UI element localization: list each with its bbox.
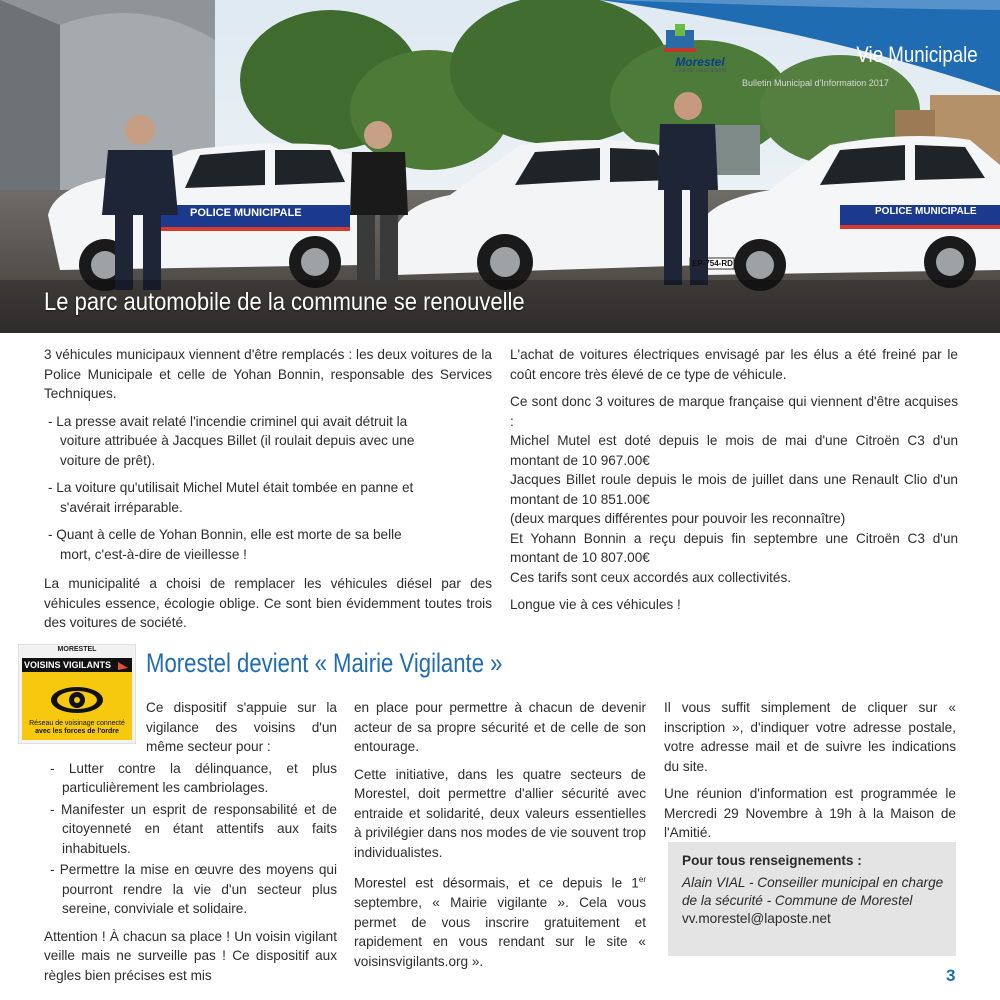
- license-plate: EP-754-RD: [692, 259, 733, 268]
- article1-closing: Longue vie à ces véhicules !: [510, 597, 681, 612]
- article1-electric-paragraph: L'achat de voitures électriques envisagé par les élus a été freiné par le coût encore très élevé de ce type de véhicule.: [510, 347, 958, 382]
- sign-town: MORESTEL: [57, 646, 97, 653]
- bulletin-label: Bulletin Municipal d'Information 2017: [742, 78, 889, 88]
- town-crest-icon: [660, 22, 700, 56]
- vehicles-line: (deux marques différentes pour pouvoir les reconnaître): [510, 511, 846, 526]
- article1-col1: [44, 345, 492, 641]
- article2-col3-p1: Il vous suffit simplement de cliquer sur « inscription », d'indiquer votre adresse postale, votre adresse mail et de suivre les indications du site.: [664, 700, 956, 774]
- article2-col2-p3: Morestel est désormais, et ce depuis le 1er septembre, « Mairie vigilante ». Cela vous permet de vous inscrire gratuitement et rapidement en vous rendant sur le site « voisinsvigilants.org ».: [354, 875, 646, 969]
- article2-col2-p1: en place pour permettre à chacun de devenir acteur de sa propre sécurité et de celle de son entourage.: [354, 700, 646, 754]
- car-door-label: POLICE MUNICIPALE: [190, 207, 302, 219]
- list-item: - Lutter contre la délinquance, et plus particulièrement les cambriolages.: [50, 760, 337, 795]
- list-item: - La voiture qu'utilisait Michel Mutel était tombée en panne et s'avérait irréparable.: [48, 480, 414, 515]
- vehicles-line: Jacques Billet roule depuis le mois de juillet dans une Renault Clio d'un montant de 10 851.00€: [510, 472, 958, 507]
- contact-email[interactable]: vv.morestel@laposte.net: [682, 911, 831, 926]
- page-number: 3: [946, 966, 956, 985]
- article2-intro: Ce dispositif s'appuie sur la vigilance des voisins d'un même secteur pour :: [146, 700, 337, 754]
- photo-title: Le parc automobile de la commune se renouvelle: [44, 288, 525, 316]
- article1-intro: 3 véhicules municipaux viennent d'être remplacés : les deux voitures de la Police Municipale et celle de Yohan Bonnin, responsable des Services Techniques.: [44, 347, 492, 401]
- contact-heading: Pour tous renseignements :: [682, 853, 862, 868]
- police-cars-photo: [0, 0, 1000, 333]
- list-item: - Manifester un esprit de responsabilité et de citoyenneté en étant attentifs aux faits inhabituels.: [50, 801, 337, 856]
- list-item: - Permettre la mise en œuvre des moyens qui pourront rendre la vie d'un secteur plus sereine, conviviale et solidaire.: [50, 862, 337, 916]
- sign-caption-1: Réseau de voisinage connecté: [29, 720, 125, 727]
- article2-col2-p2: Cette initiative, dans les quatre secteurs de Morestel, doit permettre d'allier sécurité avec entraide et solidarité, deux valeurs essentielles à privilégier dans nos modes de vie souvent trop individualistes.: [354, 766, 646, 860]
- article2-attention: Attention ! À chacun sa place ! Un voisin vigilant veille mais ne surveille pas ! Ce dispositif aux règles bien précises est mis: [44, 928, 337, 983]
- article1-bullet-list: [44, 412, 436, 565]
- contact-person: Alain VIAL - Conseiller municipal en charge de la sécurité - Commune de Morestel: [682, 875, 944, 908]
- contact-box: [668, 842, 956, 956]
- article2-col2: [354, 698, 646, 979]
- article1-vehicles-paragraph: [510, 392, 958, 587]
- article2-col1: [44, 698, 337, 993]
- hero-photo: [0, 0, 1000, 333]
- article1-col2: [510, 345, 958, 623]
- logo-slogan: L'avenir vous attend: [673, 68, 727, 74]
- sign-banner: VOISINS VIGILANTS: [24, 660, 112, 670]
- logo-name: Morestel: [675, 55, 725, 69]
- section-tag: Vie Municipale: [856, 42, 978, 67]
- article2-title: Morestel devient « Mairie Vigilante »: [146, 648, 503, 678]
- vehicles-line: Ce sont donc 3 voitures de marque française qui viennent d'être acquises :: [510, 394, 958, 429]
- list-item: - Quant à celle de Yohan Bonnin, elle est morte de sa belle mort, c'est-à-dire de vieillesse !: [48, 527, 402, 562]
- town-logo: [660, 22, 740, 75]
- article2-col3-p2: Une réunion d'information est programmée le Mercredi 29 Novembre à 19h à la Maison de l'Amitié.: [664, 786, 956, 840]
- sign-caption-2: avec les forces de l'ordre: [35, 728, 119, 735]
- vehicles-line: Ces tarifs sont ceux accordés aux collectivités.: [510, 569, 792, 585]
- vehicles-line: Et Yohann Bonnin a reçu depuis fin septembre une Citroën C3 d'un montant de 10 807.00€: [510, 530, 958, 565]
- article2-col3: [664, 698, 956, 851]
- article1-outro: La municipalité a choisi de remplacer les véhicules diésel par des véhicules essence, écologie oblige. Ce sont bien évidemment toutes trois des voitures de société.: [44, 576, 492, 630]
- car-door-label-2: POLICE MUNICIPALE: [875, 206, 977, 217]
- list-item: - La presse avait relaté l'incendie criminel qui avait détruit la voiture attribuée à Jacques Billet (il roulait depuis avec une voiture de prêt).: [48, 413, 415, 468]
- vehicles-line: Michel Mutel est doté depuis le mois de mai d'une Citroën C3 d'un montant de 10 967.00€: [510, 433, 958, 468]
